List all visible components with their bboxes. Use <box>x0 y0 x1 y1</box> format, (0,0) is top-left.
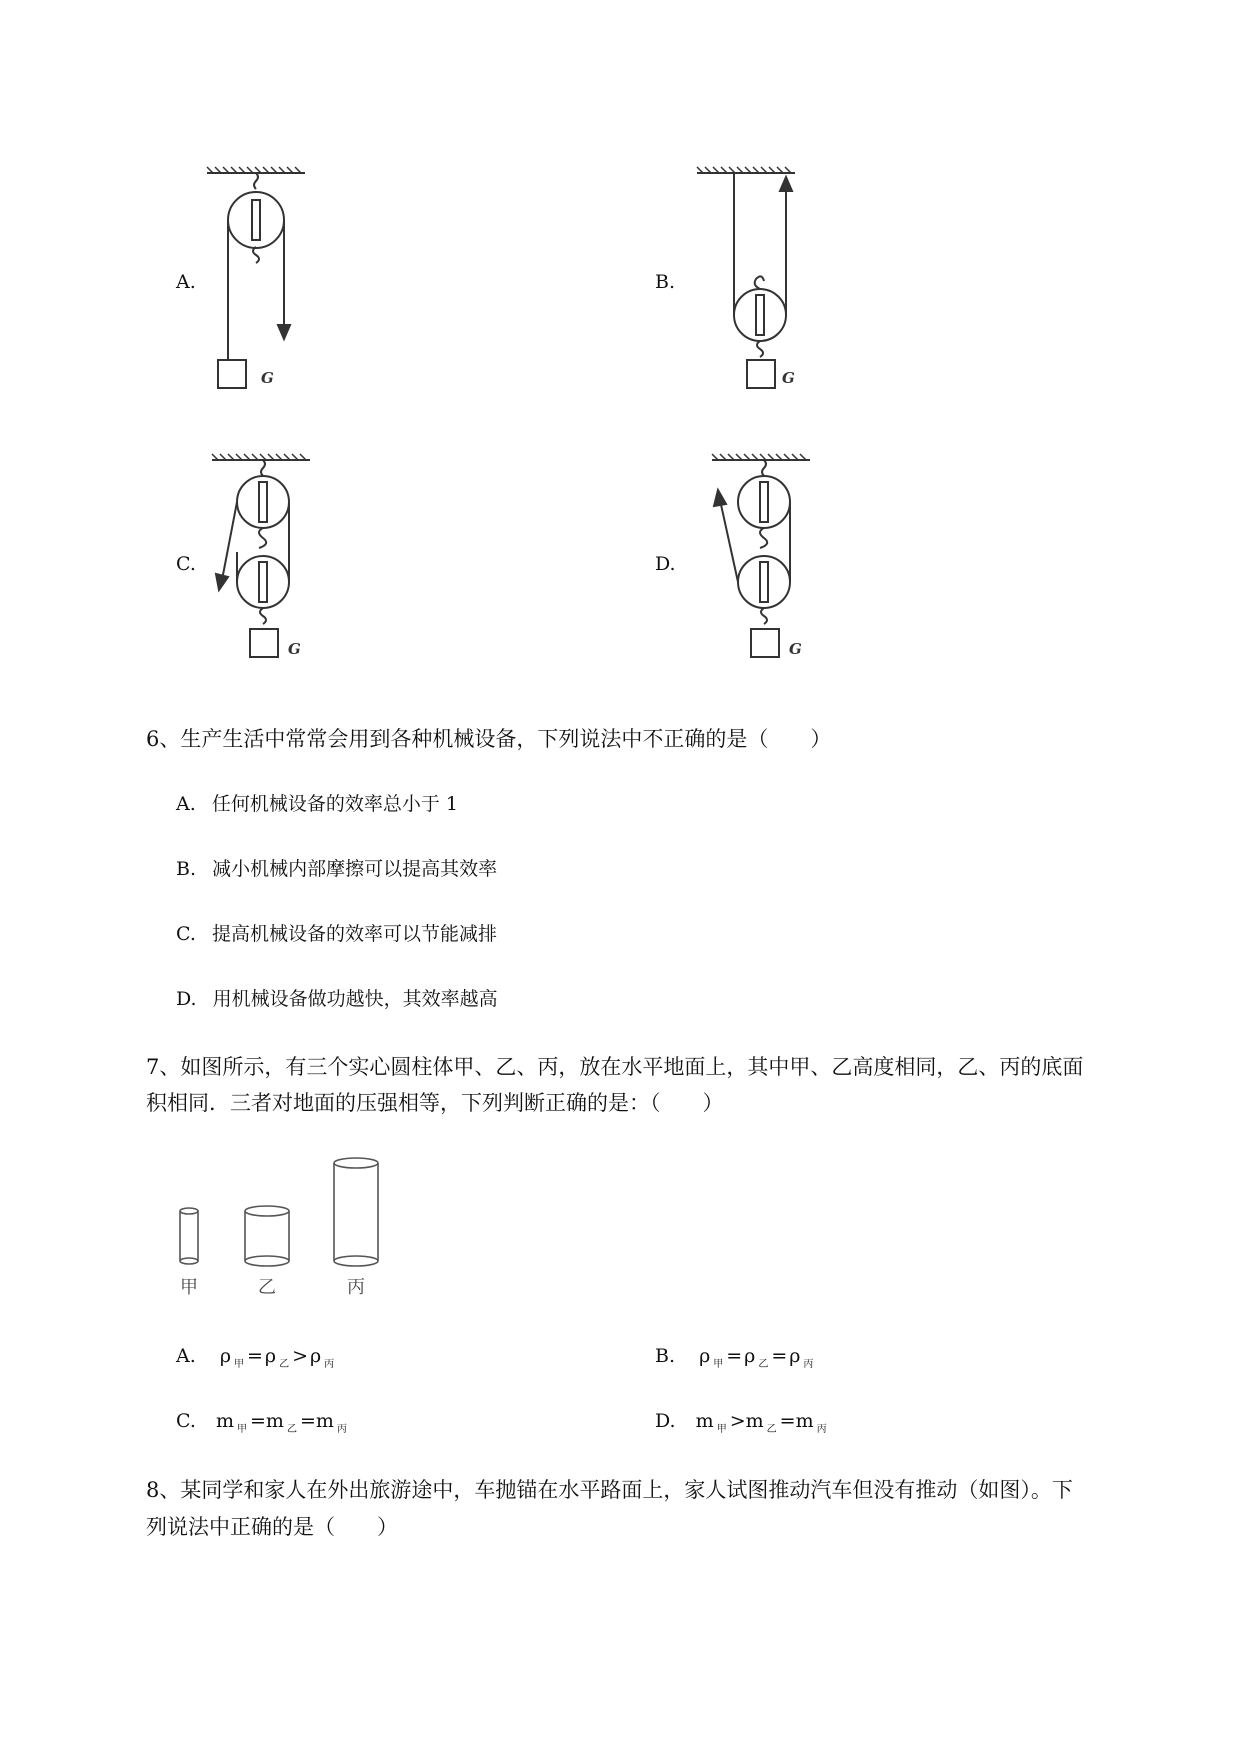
weight-g-label: G <box>789 640 802 658</box>
subscript: 乙 <box>279 1359 290 1370</box>
subscript: 丙 <box>803 1359 814 1370</box>
q6-option-a <box>176 792 458 816</box>
operator: = <box>771 1345 788 1367</box>
weight-g-label: G <box>288 640 301 658</box>
symbol: m <box>795 1410 814 1432</box>
q7-option-d-label: D. <box>655 1410 676 1432</box>
q5-option-d-label: D. <box>655 553 676 575</box>
pulley-figure-b <box>695 165 805 395</box>
q6-option-c-text: 提高机械设备的效率可以节能减排 <box>211 923 497 945</box>
symbol: m <box>265 1410 284 1432</box>
subscript: 乙 <box>758 1359 769 1370</box>
q6-option-c <box>176 922 497 946</box>
q7-option-c <box>176 1409 350 1437</box>
subscript: 甲 <box>713 1359 724 1370</box>
symbol: ρ <box>789 1345 801 1367</box>
q6-option-b-label: B. <box>176 858 197 880</box>
cylinder-jia-label: 甲 <box>180 1277 198 1298</box>
subscript: 甲 <box>236 1424 247 1435</box>
q6-option-d-text: 用机械设备做功越快，其效率越高 <box>212 988 498 1010</box>
operator: = <box>249 1410 266 1432</box>
q7-stem-line1: 7、如图所示，有三个实心圆柱体甲、乙、丙，放在水平地面上，其中甲、乙高度相同，乙、丙的底面 <box>146 1055 1084 1079</box>
q7-option-b <box>655 1344 816 1372</box>
cylinders-figure <box>170 1155 410 1305</box>
cylinder-yi-label: 乙 <box>258 1277 276 1298</box>
symbol: ρ <box>219 1345 231 1367</box>
symbol: m <box>695 1410 714 1432</box>
q6-stem: 6、生产生活中常常会用到各种机械设备，下列说法中不正确的是（ ） <box>146 727 832 751</box>
symbol: ρ <box>744 1345 756 1367</box>
q6-option-b-text: 减小机械内部摩擦可以提高其效率 <box>212 858 498 880</box>
q5-option-b-label: B. <box>655 271 676 293</box>
q7-option-c-label: C. <box>176 1410 196 1432</box>
symbol: ρ <box>264 1345 277 1367</box>
q7-option-a <box>176 1344 337 1372</box>
operator: = <box>246 1345 263 1367</box>
symbol: m <box>745 1410 764 1432</box>
q6-option-c-label: C. <box>176 923 196 945</box>
cylinder-bing-label: 丙 <box>347 1277 365 1298</box>
q6-option-d-label: D. <box>176 988 197 1010</box>
weight-g-label: G <box>782 369 795 387</box>
q7-option-a-label: A. <box>176 1345 196 1367</box>
pulley-figure-d <box>710 452 820 682</box>
q7-option-d <box>655 1409 830 1437</box>
q5-option-a-label: A. <box>176 271 196 293</box>
q6-option-a-label: A. <box>176 793 196 815</box>
q7-option-b-label: B. <box>655 1345 676 1367</box>
pulley-figure-a <box>205 165 315 395</box>
subscript: 乙 <box>286 1424 297 1435</box>
q8-stem-line2: 列说法中正确的是（ ） <box>146 1515 398 1539</box>
weight-g-label: G <box>261 369 274 387</box>
q6-option-b <box>176 857 497 881</box>
q5-option-c-label: C. <box>176 553 196 575</box>
q7-stem-line2: 积相同．三者对地面的压强相等，下列判断正确的是：（ ） <box>146 1091 724 1115</box>
symbol: ρ <box>699 1345 711 1367</box>
q6-option-a-text: 任何机械设备的效率总小于 1 <box>211 793 458 815</box>
subscript: 丙 <box>336 1424 347 1435</box>
operator: = <box>726 1345 743 1367</box>
subscript: 丙 <box>324 1359 335 1370</box>
operator: > <box>292 1345 308 1367</box>
subscript: 丙 <box>816 1424 827 1435</box>
subscript: 甲 <box>716 1424 727 1435</box>
symbol: m <box>215 1410 234 1432</box>
q6-option-d <box>176 987 498 1011</box>
operator: = <box>779 1410 796 1432</box>
symbol: ρ <box>310 1345 322 1367</box>
subscript: 乙 <box>766 1424 777 1435</box>
q8-stem-line1: 8、某同学和家人在外出旅游途中，车抛锚在水平路面上，家人试图推动汽车但没有推动（如图）。下 <box>146 1478 1073 1502</box>
symbol: m <box>315 1410 334 1432</box>
pulley-figure-c <box>210 452 320 682</box>
subscript: 甲 <box>233 1359 244 1370</box>
operator: > <box>729 1410 746 1432</box>
operator: = <box>299 1410 316 1432</box>
